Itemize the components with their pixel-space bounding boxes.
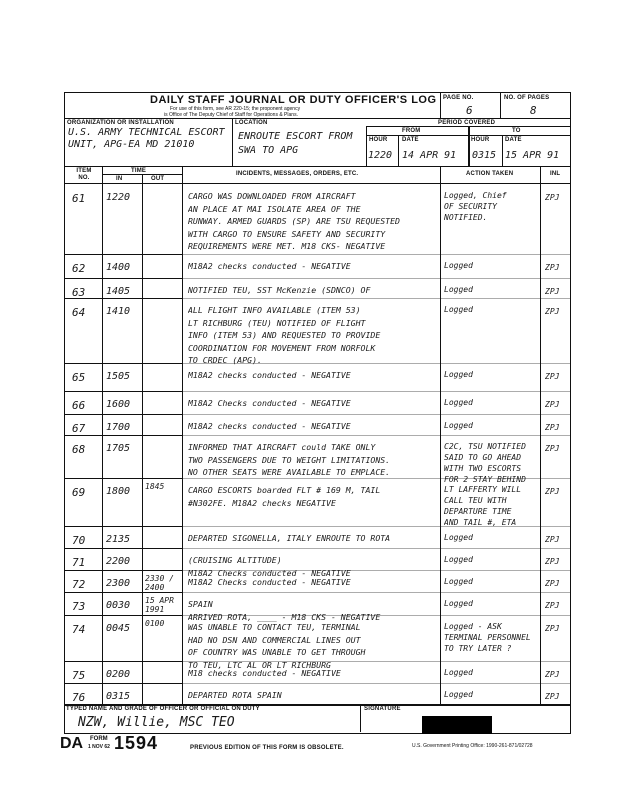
entry-item-no: 68: [72, 443, 86, 456]
entry-incident-line: CARGO ESCORTS boarded FLT # 169 M, TAIL: [188, 485, 381, 495]
entry-initials: ZPJ: [545, 263, 560, 272]
entry-action-line: Logged: [444, 285, 473, 294]
entry-initials: ZPJ: [545, 487, 560, 496]
entry-action-line: TERMINAL PERSONNEL: [444, 633, 531, 642]
entry-incident-line: TWO PASSENGERS DUE TO WEIGHT LIMITATIONS.: [188, 454, 391, 465]
entry-initials: ZPJ: [545, 579, 560, 588]
col-action: ACTION TAKEN: [466, 171, 514, 177]
location-value-1: ENROUTE ESCORT FROM: [238, 131, 353, 142]
entry-time-in: 1705: [106, 443, 131, 454]
col-time: TIME: [131, 168, 147, 174]
entry-incident-line: INFORMED THAT AIRCRAFT could TAKE ONLY: [188, 442, 376, 452]
entry-incident-line: OF COUNTRY WAS UNABLE TO GET THROUGH: [188, 647, 366, 657]
entry-initials: ZPJ: [545, 692, 560, 701]
entry-incident-line: TO CRDEC (APG).: [188, 355, 262, 365]
entry-incident-line: WAS UNABLE TO CONTACT TEU, TERMINAL: [188, 622, 361, 632]
entry-initials: ZPJ: [545, 400, 560, 409]
col-item-no: ITEM NO.: [76, 168, 92, 181]
entry-action-line: Logged: [444, 690, 473, 699]
org-value-1: U.S. ARMY TECHNICAL ESCORT: [68, 127, 225, 138]
to-hour-value: 0315: [472, 150, 497, 161]
entry-time-in: 1505: [106, 371, 131, 382]
entry-initials: ZPJ: [545, 423, 560, 432]
entry-incident-line: M18A2 checks conducted - NEGATIVE: [188, 370, 351, 380]
entry-item-no: 61: [72, 192, 86, 205]
entry-initials: ZPJ: [545, 670, 560, 679]
entry-item-no: 76: [72, 691, 86, 704]
entry-incident-line: CARGO WAS DOWNLOADED FROM AIRCRAFT: [188, 191, 356, 201]
entry-item-no: 64: [72, 306, 86, 319]
entry-incident-line: ARRIVED ROTA, ____ - M18 CKS - NEGATIVE: [188, 611, 381, 622]
from-date-label: DATE: [402, 137, 419, 143]
form-id: DA: [60, 735, 84, 752]
entry-time-in: 2300: [106, 578, 131, 589]
entry-time-out: 15 APR 1991: [145, 596, 174, 614]
form-subtitle-2: is Office of The Deputy Chief of Staff for Operations & Plans.: [164, 112, 298, 118]
entry-incident-line: SPAIN: [188, 599, 213, 609]
entry-item-no: 73: [72, 600, 86, 613]
entry-initials: ZPJ: [545, 287, 560, 296]
entry-action-line: Logged, Chief: [444, 191, 507, 200]
entry-time-in: 1600: [106, 399, 131, 410]
col-inl: INL: [550, 171, 561, 177]
entry-time-in: 1800: [106, 486, 131, 497]
entry-incident-line: NO OTHER SEATS WERE AVAILABLE TO EMPLACE.: [188, 467, 391, 477]
entry-incident-line: M18 checks conducted - NEGATIVE: [188, 668, 341, 678]
entry-incident-line: M18A2 checks conducted - NEGATIVE: [188, 421, 351, 431]
entry-incident-line: TO TEU, LTC AL OR LT RICHBURG: [188, 659, 331, 670]
entry-time-in: 1410: [106, 306, 131, 317]
entry-item-no: 62: [72, 262, 86, 275]
previous-edition-note: PREVIOUS EDITION OF THIS FORM IS OBSOLETE.: [190, 745, 344, 751]
form-subtitle-1: For use of this form, see AR 220-15; the proponent agency: [170, 106, 301, 112]
entry-incident-line: M18A2 Checks conducted - NEGATIVE: [188, 398, 351, 408]
entry-action-line: C2C, TSU NOTIFIED: [444, 442, 526, 451]
typed-name-value: NZW, Willie, MSC TEO: [78, 715, 235, 730]
signature-label: SIGNATURE: [364, 706, 401, 712]
entry-incident-line: INFO (ITEM 53) AND REQUESTED TO PROVIDE: [188, 330, 381, 340]
page-no-value: 6: [466, 104, 473, 117]
entry-item-no: 72: [72, 578, 86, 591]
form-date: 1 NOV 62: [88, 744, 110, 750]
entry-action-line: Logged: [444, 555, 473, 564]
entry-incident-line: COORDINATION FOR MOVEMENT FROM NORFOLK: [188, 342, 376, 353]
entry-time-in: 2200: [106, 556, 131, 567]
to-date-value: 15 APR 91: [505, 150, 560, 161]
entry-action-line: FOR 2 STAY BEHIND: [444, 475, 526, 484]
entry-incident-line: REQUIREMENTS WERE MET. M18 CKS- NEGATIVE: [188, 241, 386, 251]
entry-initials: ZPJ: [545, 372, 560, 381]
signature-redacted: [422, 716, 492, 734]
entry-action-line: LT LAFFERTY WILL: [444, 485, 522, 494]
form-word: FORM: [90, 736, 108, 742]
no-of-pages-label: NO. OF PAGES: [504, 95, 550, 101]
col-in: IN: [116, 176, 123, 182]
entry-action-line: Logged: [444, 370, 473, 379]
entry-incident-line: HAD NO DSN AND COMMERCIAL LINES OUT: [188, 634, 361, 645]
entry-time-in: 0315: [106, 691, 131, 702]
entry-action-line: Logged: [444, 668, 473, 677]
period-covered-label: PERIOD COVERED: [438, 120, 496, 126]
entry-item-no: 70: [72, 534, 86, 547]
entry-item-no: 67: [72, 422, 86, 435]
entry-action-line: Logged: [444, 261, 473, 270]
entry-action-line: DEPARTURE TIME: [444, 507, 512, 516]
to-hour-label: HOUR: [471, 137, 490, 143]
entry-initials: ZPJ: [545, 535, 560, 544]
entry-action-line: Logged: [444, 421, 473, 430]
entry-action-line: Logged: [444, 533, 473, 542]
entry-initials: ZPJ: [545, 307, 560, 316]
entry-time-in: 0030: [106, 600, 131, 611]
typed-name-label: TYPED NAME AND GRADE OF OFFICER OR OFFICIAL ON DUTY: [66, 706, 260, 712]
entry-initials: ZPJ: [545, 193, 560, 202]
to-label: TO: [512, 128, 521, 134]
entry-incident-line: NOTIFIED TEU, SST McKenzie (SDNCO) OF: [188, 285, 371, 295]
location-value-2: SWA TO APG: [238, 145, 299, 156]
col-out: OUT: [151, 176, 165, 182]
entry-item-no: 75: [72, 669, 86, 682]
org-value-2: UNIT, APG-EA MD 21010: [68, 139, 195, 150]
entry-incident-line: M18A2 Checks conducted - NEGATIVE: [188, 577, 351, 587]
entry-incident-line: DEPARTED ROTA SPAIN: [188, 690, 282, 700]
entry-action-line: Logged - ASK: [444, 622, 502, 631]
from-hour-value: 1220: [368, 150, 393, 161]
entry-item-no: 65: [72, 371, 86, 384]
entry-incident-line: M18A2 checks conducted - NEGATIVE: [188, 261, 351, 271]
entry-action-line: CALL TEU WITH: [444, 496, 507, 505]
entry-action-line: SAID TO GO AHEAD: [444, 453, 522, 462]
entry-initials: ZPJ: [545, 624, 560, 633]
entry-time-out: 2330 / 2400: [145, 574, 174, 592]
entry-incident-line: WITH CARGO TO ENSURE SAFETY AND SECURITY: [188, 228, 386, 239]
entry-action-line: TO TRY LATER ?: [444, 644, 512, 653]
entry-incident-line: DEPARTED SIGONELLA, ITALY ENROUTE TO ROTA: [188, 533, 391, 543]
entry-item-no: 66: [72, 399, 86, 412]
entry-item-no: 71: [72, 556, 86, 569]
entry-time-in: 0200: [106, 669, 131, 680]
entry-time-out: 0100: [145, 619, 165, 628]
org-label: ORGANIZATION OR INSTALLATION: [67, 120, 174, 126]
gpo-note: U.S. Government Printing Office: 1990-261-871/02728: [412, 743, 533, 749]
entry-initials: ZPJ: [545, 601, 560, 610]
entry-action-line: Logged: [444, 577, 473, 586]
entry-item-no: 63: [72, 286, 86, 299]
entry-incident-line: RUNWAY. ARMED GUARDS (SP) ARE TSU REQUESTED: [188, 216, 400, 226]
no-of-pages-value: 8: [530, 104, 537, 117]
entry-time-in: 1400: [106, 262, 131, 273]
entry-time-in: 1700: [106, 422, 131, 433]
entry-action-line: NOTIFIED.: [444, 213, 488, 222]
entry-initials: ZPJ: [545, 444, 560, 453]
form-title: DAILY STAFF JOURNAL OR DUTY OFFICER'S LOG: [150, 94, 437, 106]
entry-action-line: WITH TWO ESCORTS: [444, 464, 522, 473]
page-no-label: PAGE NO.: [443, 95, 474, 101]
from-label: FROM: [402, 128, 421, 134]
entry-action-line: AND TAIL #, ETA: [444, 518, 517, 527]
entry-incident-line: (CRUISING ALTITUDE): [188, 555, 282, 565]
entry-action-line: Logged: [444, 599, 473, 608]
form-number: 1594: [114, 733, 159, 753]
entry-time-in: 0045: [106, 623, 131, 634]
entry-time-in: 2135: [106, 534, 131, 545]
entry-initials: ZPJ: [545, 557, 560, 566]
to-date-label: DATE: [505, 137, 522, 143]
from-hour-label: HOUR: [369, 137, 388, 143]
entry-item-no: 69: [72, 486, 86, 499]
entry-time-in: 1405: [106, 286, 131, 297]
entry-incident-line: AN PLACE AT MAI ISOLATE AREA OF THE: [188, 203, 361, 214]
entry-incident-line: #N302FE. M18A2 checks NEGATIVE: [188, 497, 336, 508]
entry-time-in: 1220: [106, 192, 131, 203]
entry-action-line: Logged: [444, 305, 473, 314]
entry-action-line: OF SECURITY: [444, 202, 497, 211]
entry-time-out: 1845: [145, 482, 165, 491]
entry-incident-line: M18A2 Checks conducted - NEGATIVE: [188, 567, 351, 578]
col-incidents: INCIDENTS, MESSAGES, ORDERS, ETC.: [236, 171, 359, 177]
entry-action-line: Logged: [444, 398, 473, 407]
entry-incident-line: ALL FLIGHT INFO AVAILABLE (ITEM 53): [188, 305, 361, 315]
entry-item-no: 74: [72, 623, 86, 636]
entry-incident-line: LT RICHBURG (TEU) NOTIFIED OF FLIGHT: [188, 317, 366, 328]
location-label: LOCATION: [235, 120, 268, 126]
from-date-value: 14 APR 91: [402, 150, 457, 161]
